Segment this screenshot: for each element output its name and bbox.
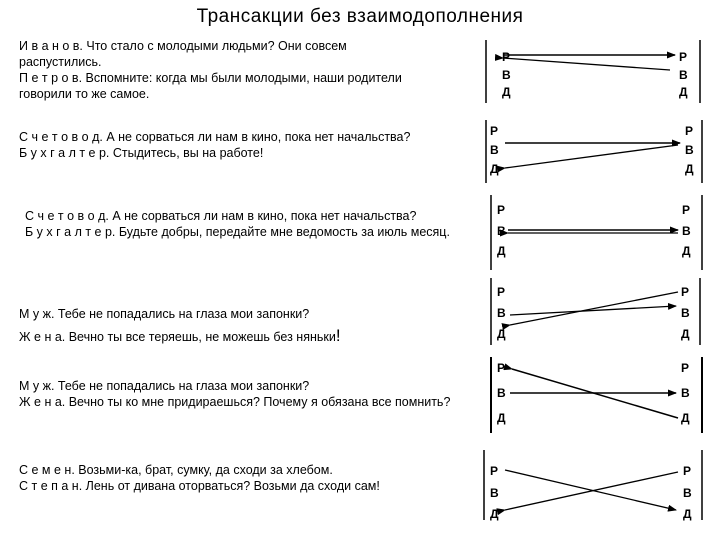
speaker: П е т р о в. [19, 71, 83, 85]
speaker: С т е п а н. [19, 479, 83, 493]
speaker: С ч е т о в о д. [25, 209, 109, 223]
diagram-2 [486, 120, 702, 183]
label-d: Д [497, 244, 506, 258]
label-v: В [681, 386, 690, 400]
label-v: В [681, 306, 690, 320]
utterance: Вечно ты все теряешь, не можешь без няньки [65, 330, 336, 344]
speaker: Б у х г а л т е р. [19, 146, 110, 160]
diagram-6 [484, 450, 702, 520]
diagram-5 [491, 357, 702, 433]
utterance: А не сорваться ли нам в кино, пока нет начальства? [102, 130, 411, 144]
label-d: Д [490, 162, 499, 176]
utterance: Стыдитесь, вы на работе! [109, 146, 264, 160]
label-v: В [502, 68, 511, 82]
label-v: В [683, 486, 692, 500]
utterance: Вечно ты ко мне придираешься? Почему я обязана все помнить? [65, 395, 451, 409]
label-d: Д [502, 85, 511, 99]
exclamation: ! [335, 326, 341, 345]
diagram-1 [486, 40, 700, 103]
diagram-4 [491, 278, 700, 345]
label-v: В [497, 386, 506, 400]
page-title: Трансакции без взаимодополнения [196, 6, 524, 27]
speaker: С е м е н. [19, 463, 75, 477]
label-r: Р [681, 361, 690, 375]
label-d: Д [497, 327, 506, 341]
arrow-v-to-v [510, 306, 676, 315]
utterance: А не сорваться ли нам в кино, пока нет начальства? [108, 209, 417, 223]
label-v: В [679, 68, 688, 82]
utterance: Возьми-ка, брат, сумку, да сходи за хлебом. [74, 463, 333, 477]
speaker: С ч е т о в о д. [19, 130, 103, 144]
label-r: Р [490, 464, 499, 478]
diagram-3 [491, 195, 702, 270]
label-d: Д [682, 244, 691, 258]
label-v: В [497, 306, 506, 320]
label-d: Д [685, 162, 694, 176]
label-d: Д [681, 411, 690, 425]
speaker: Ж е н а. [19, 395, 66, 409]
speaker: Б у х г а л т е р. [25, 225, 116, 239]
label-r: Р [490, 124, 499, 138]
label-v: В [685, 143, 694, 157]
label-v: В [490, 143, 499, 157]
label-r: Р [679, 50, 688, 64]
label-d: Д [497, 411, 506, 425]
arrow-r-to-v [503, 58, 670, 70]
label-r: Р [497, 285, 506, 299]
label-d: Д [681, 327, 690, 341]
utterance: Вспомните: когда мы были молодыми, наши родители говорили то же самое. [19, 71, 402, 101]
arrow-r-to-d [505, 145, 678, 168]
speaker: М у ж. [19, 379, 55, 393]
utterance: Будьте добры, передайте мне ведомость за июль месяц. [115, 225, 450, 239]
label-r: Р [497, 361, 506, 375]
utterance: Лень от дивана оторваться? Возьми да сходи сам! [82, 479, 380, 493]
label-d: Д [683, 507, 692, 521]
speaker: М у ж. [19, 307, 55, 321]
arrow-r-to-d [510, 292, 678, 325]
utterance: Что стало с молодыми людьми? Они совсем распустились. [19, 39, 347, 69]
utterance: Тебе не попадались на глаза мои запонки? [54, 307, 310, 321]
label-r: Р [682, 203, 691, 217]
utterance: Тебе не попадались на глаза мои запонки? [54, 379, 310, 393]
label-r: Р [502, 50, 511, 64]
label-r: Р [681, 285, 690, 299]
speaker: И в а н о в. [19, 39, 83, 53]
label-v: В [490, 486, 499, 500]
label-r: Р [685, 124, 694, 138]
label-d: Д [679, 85, 688, 99]
label-v: В [497, 224, 506, 238]
label-v: В [682, 224, 691, 238]
label-d: Д [490, 507, 499, 521]
speaker: Ж е н а. [19, 330, 66, 344]
label-r: Р [497, 203, 506, 217]
label-r: Р [683, 464, 692, 478]
